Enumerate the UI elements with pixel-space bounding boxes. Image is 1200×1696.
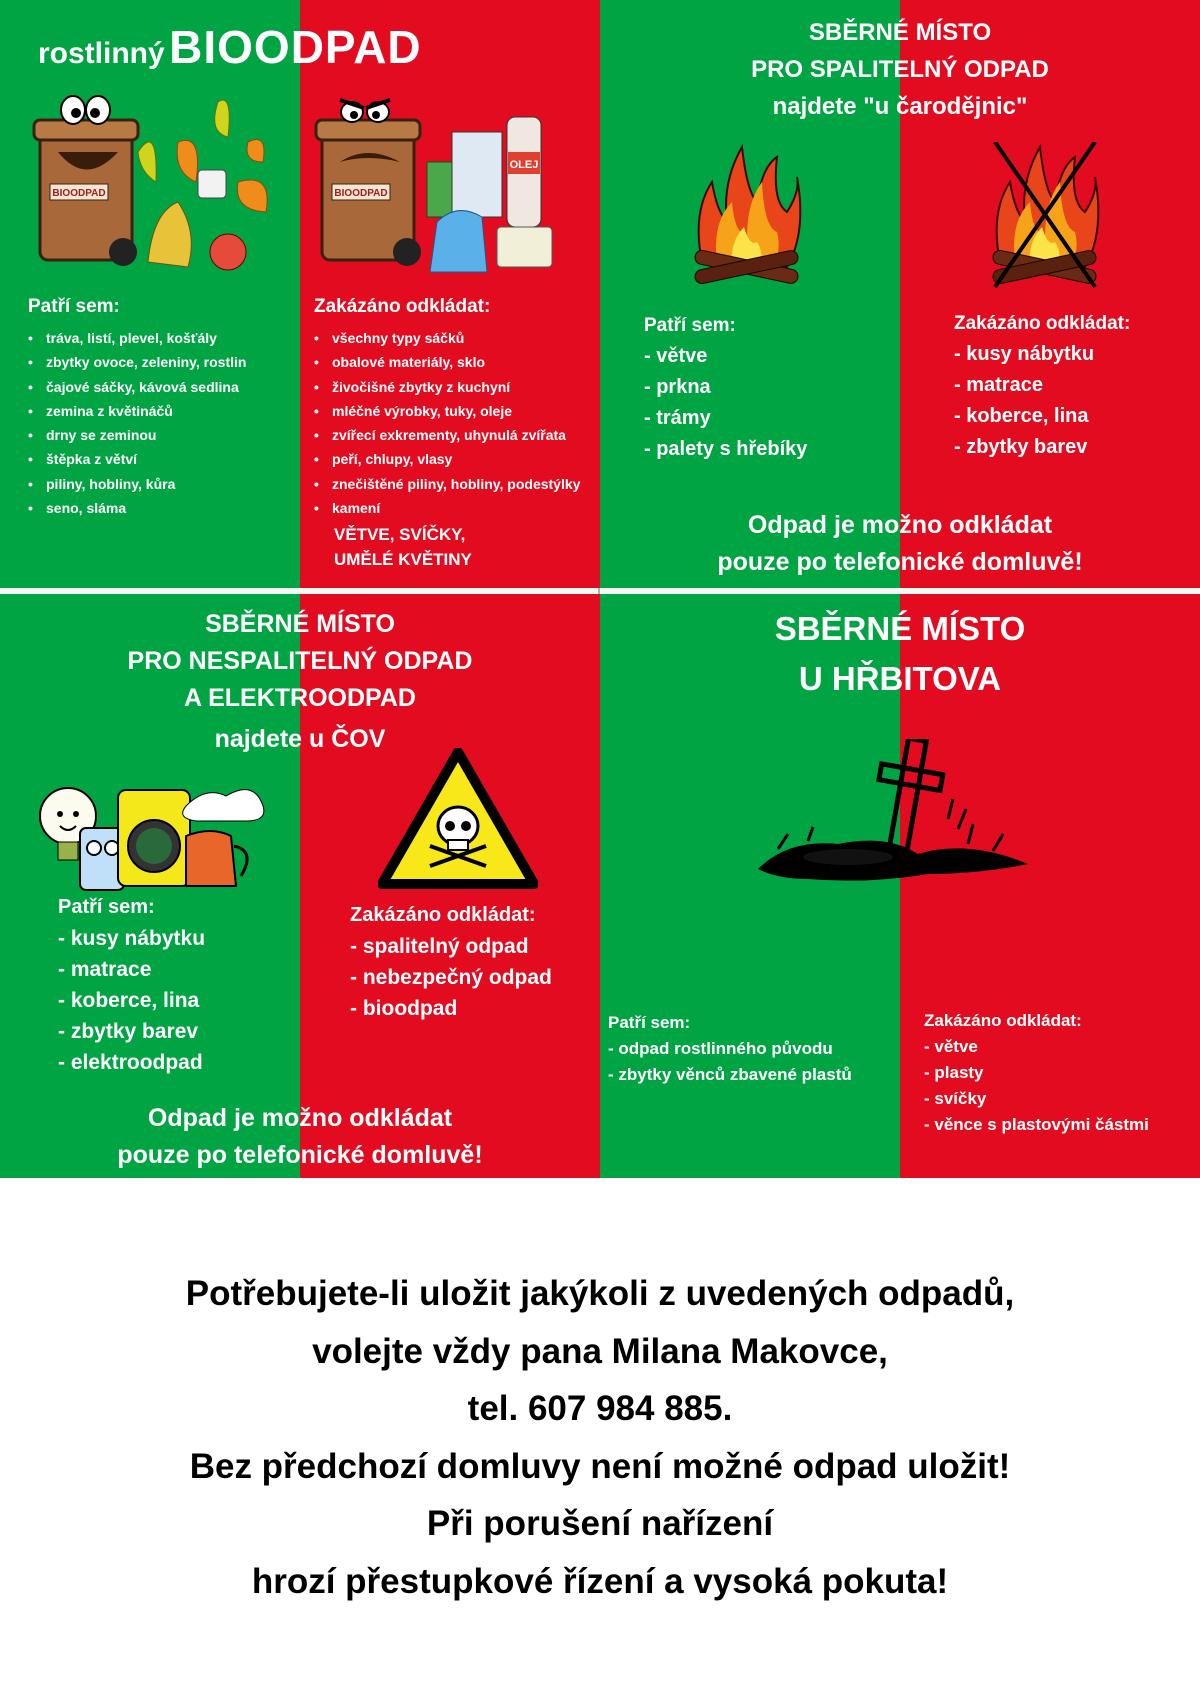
title-line: A ELEKTROODPAD — [184, 684, 416, 712]
svg-text:BIOODPAD: BIOODPAD — [334, 188, 388, 199]
list-item: - palety s hřebíky — [644, 438, 808, 460]
list-item: • znečištěné piliny, hobliny, podestýlky — [314, 472, 580, 496]
allowed-heading: Patří sem: — [644, 315, 736, 336]
list-item: - plasty — [924, 1063, 984, 1082]
hrbitov-forbidden — [924, 1008, 1149, 1138]
hrbitov-title — [600, 604, 1200, 704]
list-item: • drny se zeminou — [28, 423, 246, 447]
list-item: - větve — [924, 1037, 978, 1056]
list-item: - zbytky věnců zbavené plastů — [608, 1065, 852, 1084]
list-item: - zbytky barev — [954, 436, 1088, 458]
extra-line: UMĚLÉ KVĚTINY — [334, 550, 472, 570]
list-item: - koberce, lina — [954, 405, 1089, 427]
title-line: U HŘBITOVA — [798, 660, 1002, 697]
title-line: SBĚRNÉ MÍSTO — [205, 610, 395, 638]
list-item: - spalitelný odpad — [350, 935, 529, 958]
list-item: - nebezpečný odpad — [350, 966, 552, 989]
forbidden-heading: Zakázáno odkládat: — [954, 313, 1131, 334]
phone-number: tel. 607 984 885. — [467, 1389, 733, 1428]
list-item: - kusy nábytku — [954, 343, 1095, 365]
list-item: • kamení — [314, 496, 580, 520]
notice-line: hrozí přestupkové řízení a vysoká pokuta! — [251, 1561, 949, 1601]
list-item: - matrace — [58, 958, 152, 981]
nespalitelny-forbidden — [350, 900, 552, 1024]
title-small: rostlinný — [38, 37, 165, 70]
note-line: Odpad je možno odkládat — [747, 511, 1053, 539]
list-item: - matrace — [954, 374, 1043, 396]
list-item: - trámy — [644, 407, 711, 429]
happy-bin-icon — [28, 92, 278, 277]
list-item: - koberce, lina — [58, 989, 200, 1012]
list-item: • seno, sláma — [28, 496, 246, 520]
campfire-icon — [692, 142, 802, 292]
notice-line: Bez předchozí domluvy není možné odpad uložit! — [189, 1446, 1011, 1486]
list-item: - bioodpad — [350, 997, 458, 1020]
allowed-list — [644, 341, 807, 465]
list-item: • všechny typy sáčků — [314, 326, 580, 350]
title-big: BIOODPAD — [169, 21, 422, 73]
title-line: PRO NESPALITELNÝ ODPAD — [127, 647, 473, 675]
list-item: • živočišné zbytky z kuchyní — [314, 375, 580, 399]
list-item: • štěpka z větví — [28, 447, 246, 471]
panel-bioodpad — [0, 0, 600, 588]
nespalitelny-allowed — [58, 892, 205, 1078]
list-item: • mléčné výrobky, tuky, oleje — [314, 399, 580, 423]
grave-cross-icon — [748, 739, 1038, 889]
title-line: najdete "u čarodějnic" — [772, 93, 1028, 120]
forbidden-list — [954, 339, 1130, 463]
electronics-icon — [36, 776, 272, 892]
spalitelny-note — [600, 507, 1200, 581]
panel-spalitelny — [600, 0, 1200, 588]
svg-text:OLEJ: OLEJ — [509, 159, 539, 171]
forbidden-extra — [314, 522, 580, 572]
forbidden-heading: Zakázáno odkládat: — [350, 904, 536, 926]
toxic-warning-icon — [378, 748, 538, 890]
spalitelny-forbidden — [954, 308, 1130, 463]
nespalitelny-title — [0, 606, 600, 758]
allowed-heading: Patří sem: — [28, 296, 120, 317]
notice-line: volejte vždy pana Milana Makovce, — [312, 1331, 888, 1371]
list-item: • peří, chlupy, vlasy — [314, 447, 580, 471]
bioodpad-allowed — [28, 296, 246, 520]
angry-bin-icon — [312, 92, 572, 277]
title-line: PRO SPALITELNÝ ODPAD — [751, 56, 1049, 83]
list-item: - elektroodpad — [58, 1051, 203, 1074]
forbidden-list — [350, 931, 552, 1024]
note-line: pouze po telefonické domluvě! — [117, 1141, 483, 1169]
title-line: najdete u ČOV — [214, 725, 386, 753]
allowed-list — [608, 1036, 852, 1088]
list-item: - svíčky — [924, 1089, 987, 1108]
notice-line: Potřebujete-li uložit jakýkoli z uvedených odpadů, — [185, 1274, 1015, 1313]
title-line: SBĚRNÉ MÍSTO — [774, 610, 1026, 647]
list-item: - větve — [644, 345, 708, 367]
allowed-heading: Patří sem: — [58, 896, 155, 918]
list-item: - prkna — [644, 376, 711, 398]
allowed-list — [58, 923, 205, 1078]
panel-nespalitelny — [0, 594, 600, 1178]
list-item: • zbytky ovoce, zeleniny, rostlin — [28, 350, 246, 374]
list-item: - věnce s plastovými částmi — [924, 1115, 1149, 1134]
list-item: - zbytky barev — [58, 1020, 199, 1043]
allowed-heading: Patří sem: — [608, 1013, 691, 1032]
list-item: • zvířecí exkrementy, uhynulá zvířata — [314, 423, 580, 447]
allowed-list — [28, 326, 246, 520]
forbidden-list — [924, 1034, 1149, 1138]
notice-line: Při porušení nařízení — [426, 1504, 774, 1543]
nespalitelny-note — [0, 1100, 600, 1174]
extra-line: VĚTVE, SVÍČKY, — [334, 525, 466, 545]
forbidden-heading: Zakázáno odkládat: — [924, 1011, 1082, 1030]
forbidden-list — [314, 326, 580, 520]
footer-notice — [0, 1265, 1200, 1610]
note-line: Odpad je možno odkládat — [147, 1104, 453, 1132]
spalitelny-title — [600, 14, 1200, 125]
list-item: • čajové sáčky, kávová sedlina — [28, 375, 246, 399]
note-line: pouze po telefonické domluvě! — [717, 548, 1083, 576]
forbidden-heading: Zakázáno odkládat: — [314, 296, 491, 317]
list-item: • piliny, hobliny, kůra — [28, 472, 246, 496]
bioodpad-forbidden — [314, 296, 580, 572]
list-item: - odpad rostlinného původu — [608, 1039, 833, 1058]
hrbitov-allowed — [608, 1010, 852, 1088]
list-item: - kusy nábytku — [58, 927, 206, 950]
panel-hrbitov — [600, 594, 1200, 1178]
list-item: • tráva, listí, plevel, košťály — [28, 326, 246, 350]
list-item: • obalové materiály, sklo — [314, 350, 580, 374]
bioodpad-title — [38, 20, 422, 74]
svg-text:BIOODPAD: BIOODPAD — [52, 188, 106, 199]
list-item: • zemina z květináčů — [28, 399, 246, 423]
spalitelny-allowed — [644, 310, 807, 465]
title-line: SBĚRNÉ MÍSTO — [808, 19, 992, 46]
crossed-campfire-icon — [990, 142, 1100, 292]
